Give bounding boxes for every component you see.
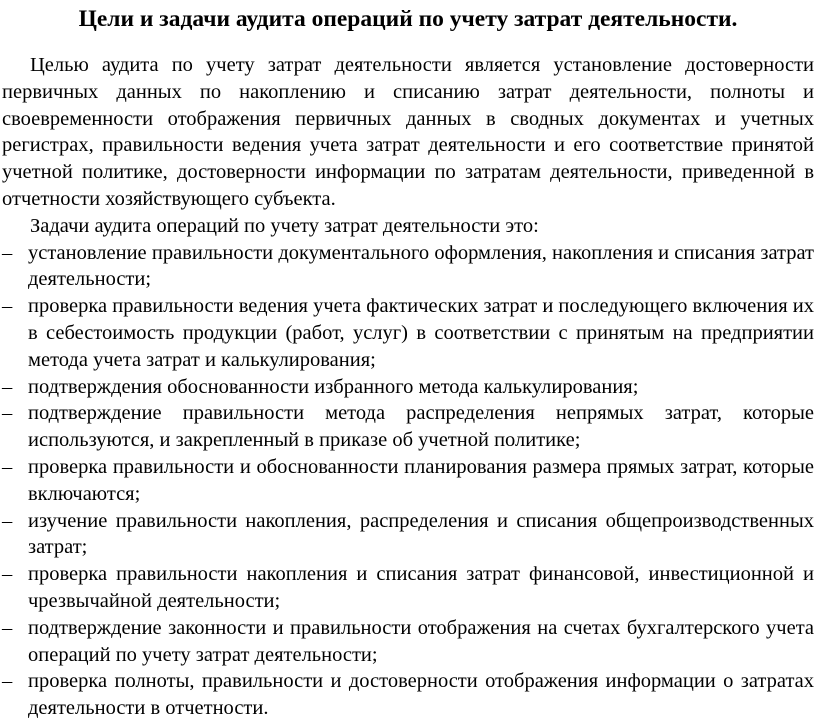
task-text: подтверждение законности и правильности отображения на счетах бухгалтерского учета операций по учету затрат деятельности; (28, 616, 814, 666)
dash-bullet: – (2, 563, 13, 586)
list-item (2, 454, 814, 508)
dash-bullet: – (2, 509, 13, 532)
list-item (2, 293, 814, 373)
task-text: проверка правильности ведения учета фактических затрат и последующего включения их в себестоимость продукции (работ, услуг) в соответствии с принятым на предприятии метода учета затрат и калькулирования; (28, 295, 814, 371)
task-text: установление правильности документального оформления, накопления и списания затрат деятельности; (28, 241, 814, 291)
list-item (2, 561, 814, 615)
dash-bullet: – (2, 616, 13, 639)
tasks-heading: Задачи аудита операций по учету затрат деятельности это: (30, 214, 539, 237)
dash-bullet: – (2, 375, 13, 398)
task-text: изучение правильности накопления, распределения и списания общепроизводственных затрат; (28, 509, 814, 559)
task-text: подтверждение правильности метода распределения непрямых затрат, которые используются, и закрепленный в приказе об учетной политике; (28, 402, 814, 452)
dash-bullet: – (2, 670, 13, 693)
document-title: Цели и задачи аудита операций по учету затрат деятельности. (78, 6, 738, 32)
task-text: проверка правильности и обоснованности планирования размера прямых затрат, которые включаются; (28, 455, 814, 505)
task-text: проверка правильности накопления и списания затрат финансовой, инвестиционной и чрезвычайной деятельности; (28, 563, 814, 612)
list-item (2, 615, 814, 669)
dash-bullet: – (2, 402, 13, 425)
task-text: подтверждения обоснованности избранного метода калькулирования; (28, 375, 639, 398)
list-item (2, 240, 814, 294)
list-item (2, 668, 814, 722)
list-item (2, 374, 814, 401)
task-text: проверка полноты, правильности и достоверности отображения информации о затратах деятельности в отчетности. (28, 670, 814, 720)
dash-bullet: – (2, 241, 13, 264)
list-item (2, 400, 814, 454)
list-item (2, 508, 814, 562)
intro-paragraph: Целью аудита по учету затрат деятельности является установление достоверности первичных данных по накоплению и списанию затрат деятельности, полноты и своевременности отображения первичных данных в сводных документах и учетных регистрах, правильности ведения учета затрат деятельности и его соответствие принятой учетной политике, достоверности информации по затратам деятельности, приведенной в отчетности хозяйствующего субъекта. (2, 54, 814, 210)
dash-bullet: – (2, 455, 13, 478)
dash-bullet: – (2, 295, 13, 318)
document-body (2, 52, 814, 722)
tasks-list (2, 240, 814, 722)
